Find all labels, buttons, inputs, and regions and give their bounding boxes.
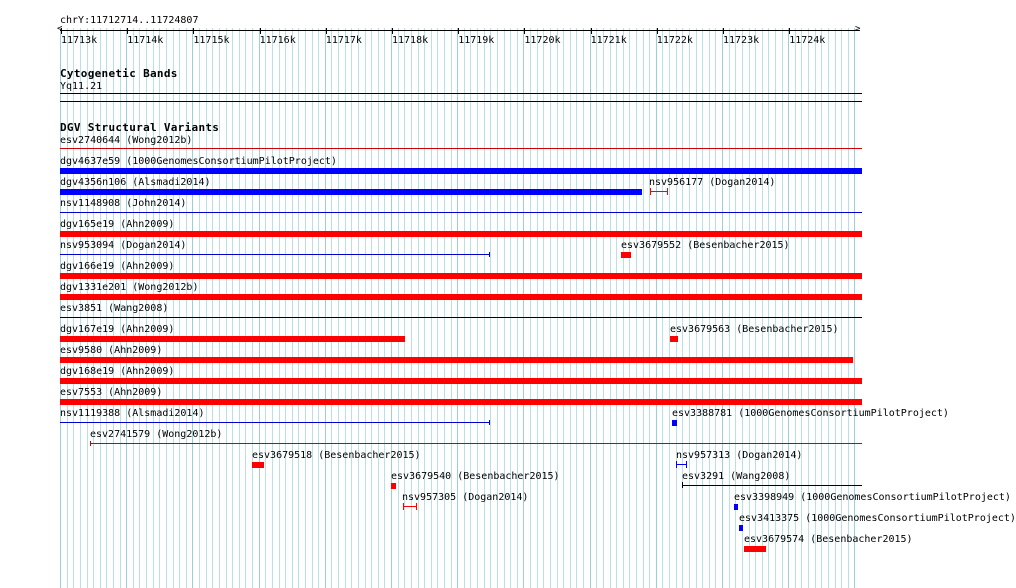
ruler-tick — [193, 28, 194, 34]
grid-line — [232, 28, 233, 588]
feature-label[interactable]: esv3679518 (Besenbacher2015) — [252, 450, 421, 461]
grid-line — [371, 28, 372, 588]
feature-cap — [403, 503, 404, 510]
grid-line — [351, 28, 352, 588]
grid-line — [643, 28, 644, 588]
grid-line — [722, 28, 723, 588]
grid-line — [206, 28, 207, 588]
ruler-tick — [657, 28, 658, 34]
grid-line — [682, 28, 683, 588]
grid-line — [378, 28, 379, 588]
feature-label[interactable]: esv2741579 (Wong2012b) — [90, 429, 223, 440]
feature-label[interactable]: dgv167e19 (Ahn2009) — [60, 324, 175, 335]
grid-line — [517, 28, 518, 588]
feature-label[interactable]: esv2740644 (Wong2012b) — [60, 135, 193, 146]
grid-line — [603, 28, 604, 588]
feature-dgv166e19[interactable] — [60, 273, 862, 279]
grid-line — [676, 28, 677, 588]
grid-line — [848, 28, 849, 588]
ruler-tick-label: 11717k — [325, 35, 362, 46]
feature-cap — [650, 188, 651, 195]
ruler-tick-label: 11724k — [789, 35, 826, 46]
ruler-axis — [60, 30, 860, 31]
grid-line — [768, 28, 769, 588]
grid-line — [404, 28, 405, 588]
grid-line — [391, 28, 392, 588]
grid-line — [497, 28, 498, 588]
feature-label[interactable]: esv3679552 (Besenbacher2015) — [621, 240, 790, 251]
feature-label[interactable]: esv3388781 (1000GenomesConsortiumPilotProject) — [672, 408, 949, 419]
grid-line — [510, 28, 511, 588]
feature-label[interactable]: esv3413375 (1000GenomesConsortiumPilotProject) — [739, 513, 1016, 524]
feature-nsv1148908[interactable] — [60, 212, 862, 213]
feature-cap — [489, 420, 490, 425]
grid-line — [662, 28, 663, 588]
feature-cap — [667, 188, 668, 195]
feature-dgv4637e59[interactable] — [60, 168, 862, 174]
feature-label[interactable]: esv3851 (Wang2008) — [60, 303, 169, 314]
grid-line — [669, 28, 670, 588]
ruler-arrow-right-icon: > — [855, 24, 861, 34]
feature-cap — [686, 461, 687, 468]
ruler-tick — [723, 28, 724, 34]
feature-label[interactable]: nsv1119388 (Alsmadi2014) — [60, 408, 205, 419]
feature-label[interactable]: dgv166e19 (Ahn2009) — [60, 261, 175, 272]
feature-nsv956177[interactable] — [650, 191, 668, 192]
grid-line — [596, 28, 597, 588]
grid-line — [398, 28, 399, 588]
feature-label[interactable]: dgv1331e201 (Wong2012b) — [60, 282, 199, 293]
feature-cap — [676, 461, 677, 468]
feature-esv3679552[interactable] — [621, 252, 631, 258]
grid-line — [550, 28, 551, 588]
grid-line — [530, 28, 531, 588]
feature-label[interactable]: esv7553 (Ahn2009) — [60, 387, 163, 398]
ruler-tick-label: 11723k — [723, 35, 760, 46]
feature-label[interactable]: esv3679563 (Besenbacher2015) — [670, 324, 839, 335]
grid-line — [782, 28, 783, 588]
ruler-tick — [591, 28, 592, 34]
grid-line — [570, 28, 571, 588]
grid-line — [715, 28, 716, 588]
feature-esv3388781[interactable] — [672, 420, 677, 426]
ruler-tick-label: 11721k — [590, 35, 627, 46]
grid-line — [795, 28, 796, 588]
ruler-tick — [392, 28, 393, 34]
ruler-tick — [458, 28, 459, 34]
grid-line — [808, 28, 809, 588]
grid-line — [616, 28, 617, 588]
grid-line — [199, 28, 200, 588]
feature-label[interactable]: esv3291 (Wang2008) — [682, 471, 791, 482]
grid-line — [265, 28, 266, 588]
feature-dgv168e19[interactable] — [60, 378, 862, 384]
grid-line — [186, 28, 187, 588]
grid-line — [563, 28, 564, 588]
feature-dgv167e19[interactable] — [60, 336, 405, 342]
grid-line — [543, 28, 544, 588]
grid-line — [179, 28, 180, 588]
feature-esv3413375[interactable] — [739, 525, 743, 531]
feature-label[interactable]: esv3398949 (1000GenomesConsortiumPilotProject) — [734, 492, 1011, 503]
feature-cap — [682, 482, 683, 488]
grid-line — [775, 28, 776, 588]
grid-line — [696, 28, 697, 588]
grid-line — [192, 28, 193, 588]
feature-label[interactable]: dgv4637e59 (1000GenomesConsortiumPilotProject) — [60, 156, 337, 167]
grid-line — [557, 28, 558, 588]
grid-line — [272, 28, 273, 588]
grid-line — [173, 28, 174, 588]
grid-line — [245, 28, 246, 588]
grid-line — [226, 28, 227, 588]
grid-line — [437, 28, 438, 588]
ruler-tick-label: 11722k — [656, 35, 693, 46]
grid-line — [292, 28, 293, 588]
feature-dgv4356n106[interactable] — [60, 189, 642, 195]
grid-line — [365, 28, 366, 588]
grid-line — [484, 28, 485, 588]
grid-line — [358, 28, 359, 588]
grid-line — [384, 28, 385, 588]
feature-nsv1119388[interactable] — [60, 422, 490, 423]
cytoband-line[interactable] — [60, 93, 862, 94]
grid-line — [239, 28, 240, 588]
grid-line — [537, 28, 538, 588]
grid-line — [742, 28, 743, 588]
ruler-arrow-left-icon: < — [57, 24, 63, 34]
ruler-tick-label: 11716k — [259, 35, 296, 46]
grid-line — [418, 28, 419, 588]
feature-label[interactable]: esv3679574 (Besenbacher2015) — [744, 534, 913, 545]
feature-nsv957305[interactable] — [403, 506, 417, 507]
grid-line — [444, 28, 445, 588]
ruler-tick — [260, 28, 261, 34]
ruler-tick — [524, 28, 525, 34]
feature-label[interactable]: dgv168e19 (Ahn2009) — [60, 366, 175, 377]
ruler-tick — [61, 28, 62, 34]
feature-dgv165e19[interactable] — [60, 231, 862, 237]
ruler-tick — [127, 28, 128, 34]
grid-line — [325, 28, 326, 588]
feature-label[interactable]: esv3679540 (Besenbacher2015) — [391, 471, 560, 482]
feature-esv3851[interactable] — [60, 317, 862, 318]
grid-line — [689, 28, 690, 588]
grid-line — [504, 28, 505, 588]
feature-label[interactable]: dgv165e19 (Ahn2009) — [60, 219, 175, 230]
feature-esv2740644[interactable] — [60, 148, 862, 149]
cytoband-label: Yq11.21 — [60, 81, 103, 92]
feature-esv3398949[interactable] — [734, 504, 738, 510]
feature-nsv953094[interactable] — [60, 254, 490, 255]
grid-line — [610, 28, 611, 588]
ruler-tick — [789, 28, 790, 34]
feature-label[interactable]: nsv957313 (Dogan2014) — [676, 450, 803, 461]
ruler-tick-label: 11720k — [524, 35, 561, 46]
grid-line — [523, 28, 524, 588]
feature-label[interactable]: dgv4356n106 (Alsmadi2014) — [60, 177, 211, 188]
feature-label[interactable]: nsv953094 (Dogan2014) — [60, 240, 187, 251]
ruler-tick-label: 11715k — [193, 35, 230, 46]
grid-line — [656, 28, 657, 588]
feature-esv3679518[interactable] — [252, 462, 264, 468]
grid-line — [259, 28, 260, 588]
grid-line — [854, 28, 855, 588]
grid-line — [424, 28, 425, 588]
feature-esv3679574[interactable] — [744, 546, 766, 552]
grid-line — [252, 28, 253, 588]
grid-line — [815, 28, 816, 588]
feature-esv3679563[interactable] — [670, 336, 678, 342]
grid-line — [279, 28, 280, 588]
feature-label[interactable]: esv9580 (Ahn2009) — [60, 345, 163, 356]
grid-line — [788, 28, 789, 588]
feature-cap — [90, 441, 91, 446]
grid-line — [762, 28, 763, 588]
grid-line — [590, 28, 591, 588]
feature-label[interactable]: nsv1148908 (John2014) — [60, 198, 187, 209]
grid-line — [318, 28, 319, 588]
cytoband-track-title[interactable]: Cytogenetic Bands — [60, 67, 178, 80]
grid-line — [212, 28, 213, 588]
grid-line — [457, 28, 458, 588]
grid-line — [729, 28, 730, 588]
grid-line — [828, 28, 829, 588]
grid-line — [470, 28, 471, 588]
grid-line — [835, 28, 836, 588]
feature-esv3291[interactable] — [682, 485, 862, 486]
grid-line — [749, 28, 750, 588]
ruler-tick-label: 11719k — [458, 35, 495, 46]
grid-line — [431, 28, 432, 588]
grid-line — [821, 28, 822, 588]
grid-line — [583, 28, 584, 588]
grid-line — [298, 28, 299, 588]
grid-line — [285, 28, 286, 588]
ruler-tick-label: 11714k — [127, 35, 164, 46]
dgv-track-title[interactable]: DGV Structural Variants — [60, 121, 220, 134]
feature-cap — [416, 503, 417, 510]
grid-line — [649, 28, 650, 588]
feature-esv2741579[interactable] — [90, 443, 862, 444]
grid-line — [331, 28, 332, 588]
grid-line — [576, 28, 577, 588]
grid-line — [411, 28, 412, 588]
ruler-tick-label: 11713k — [61, 35, 98, 46]
ruler-tick-label: 11718k — [392, 35, 429, 46]
grid-line — [629, 28, 630, 588]
grid-line — [451, 28, 452, 588]
grid-line — [464, 28, 465, 588]
grid-line — [623, 28, 624, 588]
grid-line — [477, 28, 478, 588]
grid-line — [801, 28, 802, 588]
feature-dgv1331e201[interactable] — [60, 294, 862, 300]
grid-line — [345, 28, 346, 588]
feature-esv3679540[interactable] — [391, 483, 396, 489]
feature-esv7553[interactable] — [60, 399, 862, 405]
feature-esv9580[interactable] — [60, 357, 853, 363]
grid-line — [709, 28, 710, 588]
feature-label[interactable]: nsv956177 (Dogan2014) — [649, 177, 776, 188]
grid-line — [702, 28, 703, 588]
track-separator — [60, 101, 862, 102]
feature-label[interactable]: nsv957305 (Dogan2014) — [402, 492, 529, 503]
grid-line — [305, 28, 306, 588]
grid-line — [636, 28, 637, 588]
grid-line — [312, 28, 313, 588]
grid-line — [841, 28, 842, 588]
position-label: chrY:11712714..11724807 — [60, 15, 199, 26]
grid-line — [490, 28, 491, 588]
grid-line — [219, 28, 220, 588]
ruler-tick — [326, 28, 327, 34]
grid-line — [755, 28, 756, 588]
feature-cap — [489, 252, 490, 257]
grid-line — [338, 28, 339, 588]
